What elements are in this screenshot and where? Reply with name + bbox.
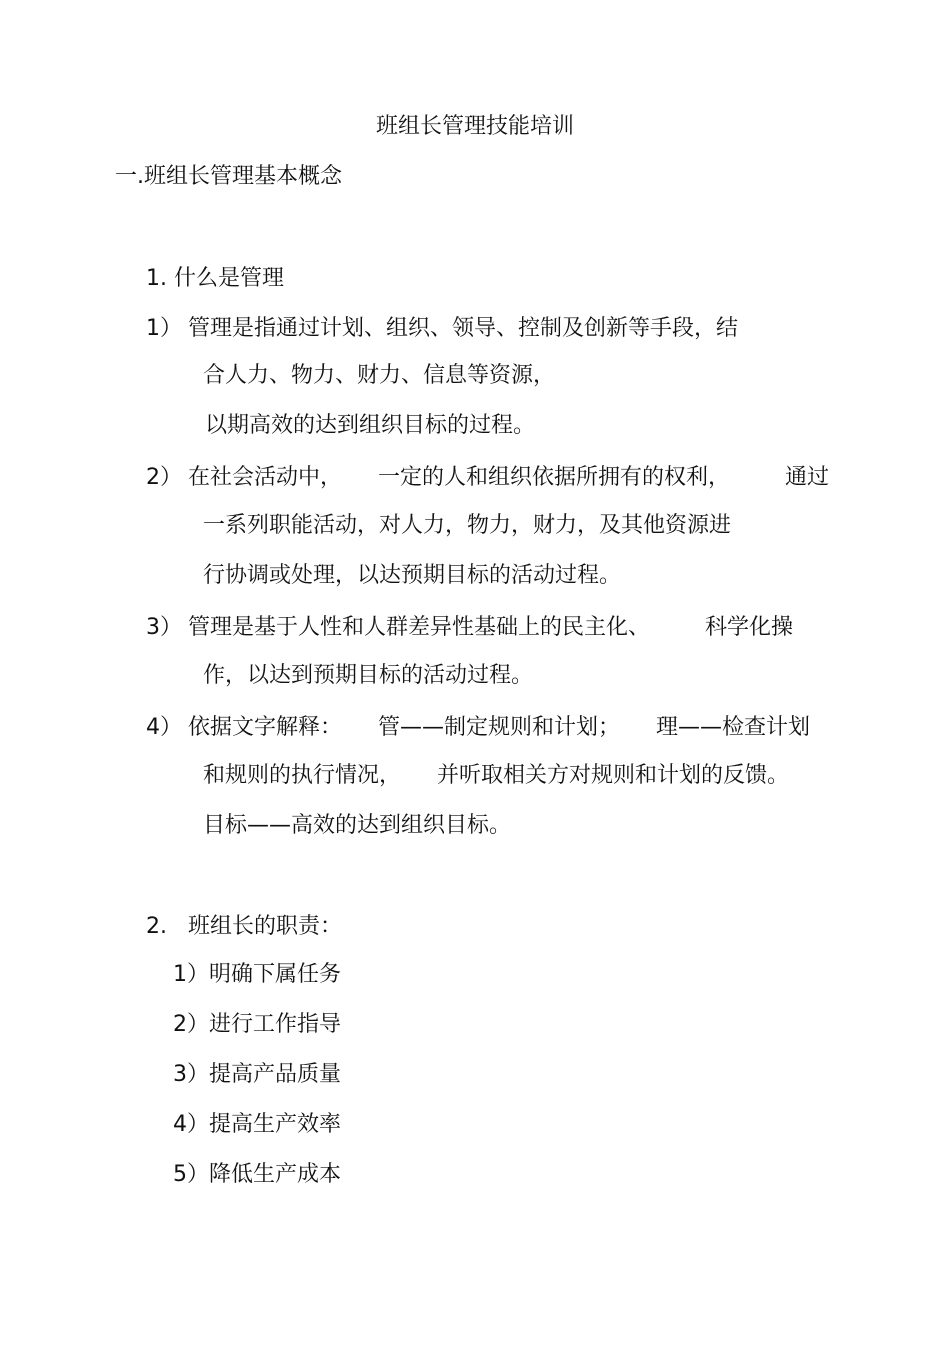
item-number: 3） [146,615,182,640]
paragraph-line: 目标——高效的达到组织目标。 [203,813,512,838]
text-segment: 通过 [785,465,830,490]
paragraph-line [188,463,829,493]
item-number: 4） [146,715,182,740]
duty-item: 4）提高生产效率 [173,1112,341,1137]
document-title: 班组长管理技能培训 [375,114,574,139]
item-number: 1） [146,316,182,341]
item-number: 2） [146,465,182,490]
paragraph-line [188,713,810,743]
subsection-number: 2. [146,914,167,939]
text-segment: 在社会活动中， [188,465,343,490]
paragraph-line: 一系列职能活动，对人力，物力，财力，及其他资源进 [203,513,732,538]
subsection-heading-what-is-management: 1. 什么是管理 [146,266,284,291]
duty-item: 3）提高产品质量 [173,1062,341,1087]
text-segment: 管——制定规则和计划； [378,715,621,740]
text-segment: 管理是基于人性和人群差异性基础上的民主化、 [188,615,651,640]
duty-item: 2）进行工作指导 [173,1012,341,1037]
subsection-heading-duties: 班组长的职责： [188,914,343,939]
paragraph-line [188,613,793,643]
section-heading: 一.班组长管理基本概念 [115,164,342,189]
paragraph-line: 管理是指通过计划、组织、领导、控制及创新等手段，结 [188,316,739,341]
paragraph-line: 以期高效的达到组织目标的过程。 [205,413,536,438]
duty-item: 1）明确下属任务 [173,962,341,987]
text-segment: 理——检查计划 [656,715,811,740]
text-segment: 依据文字解释： [188,715,343,740]
text-segment: 并听取相关方对规则和计划的反馈。 [437,763,790,788]
paragraph-line: 作，以达到预期目标的活动过程。 [203,663,534,688]
text-segment: 科学化操 [705,615,794,640]
paragraph-line [203,761,789,791]
duty-item: 5）降低生产成本 [173,1162,341,1187]
paragraph-line: 合人力、物力、财力、信息等资源， [203,363,556,388]
paragraph-line: 行协调或处理，以达预期目标的活动过程。 [203,563,622,588]
text-segment: 和规则的执行情况， [203,763,402,788]
text-segment: 一定的人和组织依据所拥有的权利， [378,465,731,490]
